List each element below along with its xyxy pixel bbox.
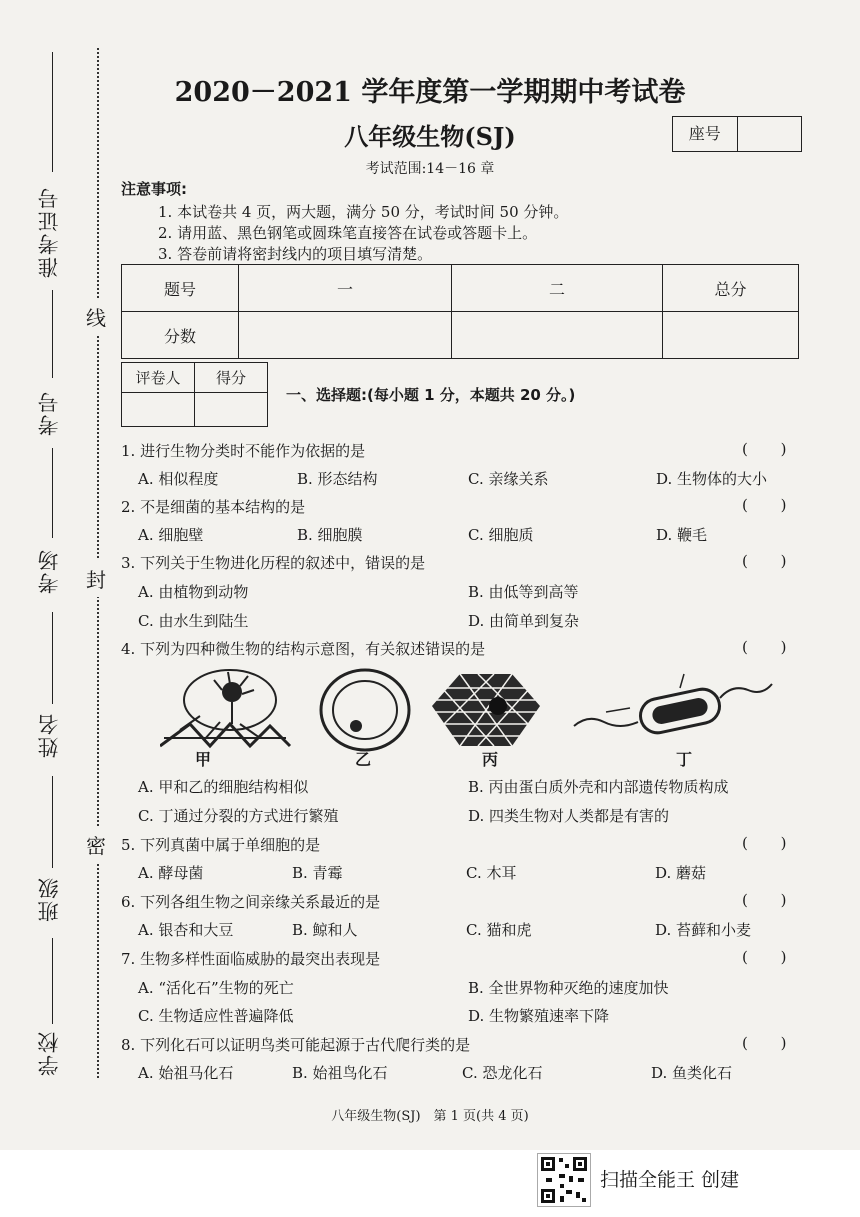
score-cell[interactable]	[239, 312, 452, 359]
field-school: 学校	[37, 1030, 61, 1076]
option: D. 蘑菇	[655, 864, 707, 882]
option: D. 四类生物对人类都是有害的	[468, 807, 670, 825]
option: C. 木耳	[466, 864, 517, 882]
figure-label-yi: 乙	[355, 750, 372, 769]
option: B. 全世界物种灭绝的速度加快	[468, 979, 669, 997]
grader-label: 评卷人	[122, 363, 195, 393]
option: B. 鲸和人	[292, 921, 358, 939]
note-item: 3. 答卷前请将密封线内的项目填写清楚。	[158, 245, 433, 263]
section-heading: 一、选择题:(每小题 1 分，本题共 20 分。)	[286, 386, 576, 404]
seat-number-label: 座号	[673, 117, 738, 151]
option: A. “活化石”生物的死亡	[138, 979, 294, 997]
score-header-cell: 总分	[663, 265, 799, 312]
answer-blank[interactable]: ( )	[742, 496, 787, 514]
option: B. 形态结构	[297, 470, 378, 488]
option: C. 恐龙化石	[462, 1064, 543, 1082]
field-class: 班级	[37, 876, 61, 922]
option: C. 猫和虎	[466, 921, 532, 939]
figure-label-ding: 丁	[676, 750, 693, 769]
question-stem: 1. 进行生物分类时不能作为依据的是	[121, 442, 366, 460]
seal-word-line: 线	[86, 298, 106, 335]
option: A. 相似程度	[138, 470, 219, 488]
mold-illustration	[160, 670, 290, 746]
subject-title: 八年级生物(SJ)	[344, 122, 516, 151]
option: A. 细胞壁	[138, 526, 204, 544]
field-exam-number: 考号	[37, 390, 61, 436]
figure-label-jia: 甲	[195, 750, 212, 769]
option: A. 甲和乙的细胞结构相似	[138, 778, 309, 796]
option: C. 丁通过分裂的方式进行繁殖	[138, 807, 339, 825]
question-stem: 7. 生物多样性面临威胁的最突出表现是	[121, 950, 381, 968]
exam-scope: 考试范围:14－16 章	[365, 161, 495, 177]
question-stem: 4. 下列为四种微生物的结构示意图，有关叙述错误的是	[121, 640, 486, 658]
option: D. 苔藓和小麦	[655, 921, 752, 939]
score-header-cell: 题号	[122, 265, 239, 312]
option: D. 生物体的大小	[656, 470, 768, 488]
option: C. 生物适应性普遍降低	[138, 1007, 294, 1025]
score-header-cell: 一	[239, 265, 452, 312]
field-exam-room: 考场	[37, 548, 61, 594]
grader-table	[121, 362, 268, 427]
answer-blank[interactable]: ( )	[742, 638, 787, 656]
option: A. 银杏和大豆	[138, 921, 234, 939]
answer-blank[interactable]: ( )	[742, 1034, 787, 1052]
option: B. 丙由蛋白质外壳和内部遗传物质构成	[468, 778, 729, 796]
option: B. 细胞膜	[297, 526, 363, 544]
fill-line	[52, 448, 53, 538]
fill-line	[52, 612, 53, 704]
field-admission-number: 准考证号	[37, 186, 61, 278]
question-stem: 2. 不是细菌的基本结构的是	[121, 498, 306, 516]
option: C. 细胞质	[468, 526, 534, 544]
score-table	[121, 264, 799, 359]
seal-word-seal: 封	[86, 560, 106, 597]
option: C. 亲缘关系	[468, 470, 549, 488]
answer-blank[interactable]: ( )	[742, 552, 787, 570]
option: B. 始祖鸟化石	[292, 1064, 388, 1082]
grader-field[interactable]	[122, 393, 195, 427]
option: D. 鱼类化石	[651, 1064, 733, 1082]
option: D. 生物繁殖速率下降	[468, 1007, 610, 1025]
answer-blank[interactable]: ( )	[742, 891, 787, 909]
note-item: 2. 请用蓝、黑色钢笔或圆珠笔直接答在试卷或答题卡上。	[158, 224, 538, 242]
score-field[interactable]	[195, 393, 268, 427]
option: A. 由植物到动物	[138, 583, 249, 601]
qr-code-icon	[537, 1153, 591, 1207]
scanner-watermark: 扫描全能王 创建	[600, 1169, 740, 1191]
fill-line	[52, 290, 53, 378]
fill-line	[52, 938, 53, 1024]
bacterium-illustration	[574, 674, 772, 736]
score-cell[interactable]	[452, 312, 663, 359]
question-stem: 5. 下列真菌中属于单细胞的是	[121, 836, 321, 854]
option: A. 始祖马化石	[138, 1064, 234, 1082]
option: A. 酵母菌	[138, 864, 204, 882]
question-stem: 3. 下列关于生物进化历程的叙述中，错误的是	[121, 554, 426, 572]
option: B. 由低等到高等	[468, 583, 579, 601]
seat-number-field[interactable]	[738, 117, 802, 151]
question-stem: 8. 下列化石可以证明鸟类可能起源于古代爬行类的是	[121, 1036, 471, 1054]
fill-line	[52, 776, 53, 868]
option: D. 鞭毛	[656, 526, 708, 544]
figure-label-bing: 丙	[482, 750, 499, 769]
question-stem: 6. 下列各组生物之间亲缘关系最近的是	[121, 893, 381, 911]
option: B. 青霉	[292, 864, 343, 882]
answer-blank[interactable]: ( )	[742, 948, 787, 966]
seal-word-secret: 密	[86, 826, 106, 863]
seat-number-box	[672, 116, 802, 152]
notes-title: 注意事项:	[121, 180, 187, 198]
score-label: 得分	[195, 363, 268, 393]
field-name: 姓名	[37, 712, 61, 758]
exam-title: 2020－2021 学年度第一学期期中考试卷	[174, 77, 686, 108]
yeast-illustration	[321, 670, 409, 750]
answer-blank[interactable]: ( )	[742, 440, 787, 458]
score-header-cell: 二	[452, 265, 663, 312]
option: D. 由简单到复杂	[468, 612, 580, 630]
answer-blank[interactable]: ( )	[742, 834, 787, 852]
virus-illustration	[432, 674, 540, 746]
option: C. 由水生到陆生	[138, 612, 249, 630]
score-row-label: 分数	[122, 312, 239, 359]
note-item: 1. 本试卷共 4 页，两大题，满分 50 分，考试时间 50 分钟。	[158, 203, 569, 221]
score-cell[interactable]	[663, 312, 799, 359]
page-footer: 八年级生物(SJ) 第 1 页(共 4 页)	[331, 1109, 529, 1124]
